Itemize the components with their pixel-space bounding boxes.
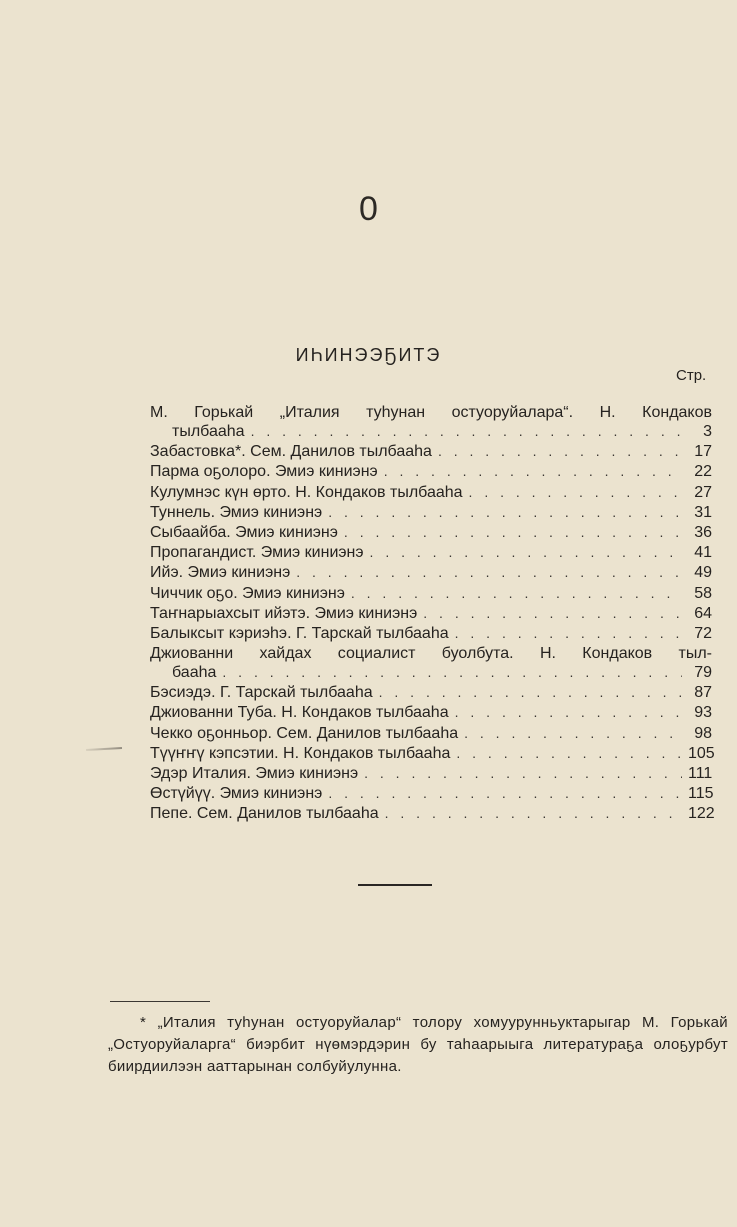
toc-entry-page: 58 (694, 584, 712, 602)
toc-entry-page: 31 (694, 503, 712, 521)
dot-leader (370, 543, 682, 562)
toc-entry-title: Балыксыт кэриэһэ. Г. Тарскай тылбааһа (150, 624, 449, 642)
toc-entry-title: Бэсиэдэ. Г. Тарскай тылбааһа (150, 684, 373, 702)
toc-entry-page: 27 (694, 483, 712, 501)
toc-entry-page: 87 (694, 684, 712, 702)
toc-entry (150, 703, 712, 722)
dot-leader (351, 584, 682, 603)
toc-entry-page: 115 (688, 785, 714, 803)
toc-entry (150, 563, 712, 582)
dot-leader (344, 523, 682, 542)
toc-entry-title: Түүҥҥү кэпсэтии. Н. Кондаков тылбааһа (150, 744, 451, 762)
dot-leader (438, 442, 682, 461)
dot-leader (364, 764, 682, 783)
toc-entry-page: 93 (694, 704, 712, 722)
footnote (108, 1012, 728, 1078)
toc-entry-page: 36 (694, 523, 712, 541)
toc-entry-gorky-italy-tales (150, 403, 712, 441)
toc-entry (150, 442, 712, 461)
toc-entry (150, 764, 712, 783)
dot-leader (296, 563, 682, 582)
dot-leader (222, 663, 682, 682)
footnote-divider (110, 1001, 210, 1002)
footnote-text: * „Италия туһунан остуоруйалар“ толору хомуурунньуктарыгар М. Горькай „Остуоруйаларга“ биэрбит нүөмэрдэрин бу таһаарыыга литератураҕа олоҕурбут биирдиилээн ааттарынан солбуйулунна. (108, 1014, 728, 1075)
dot-leader (384, 462, 682, 481)
dot-leader (469, 483, 682, 502)
dot-leader (455, 703, 682, 722)
toc-entry (150, 744, 715, 763)
toc-entry (150, 462, 712, 481)
toc-entry (150, 724, 712, 743)
toc-entry-title: Забастовка*. Сем. Данилов тылбааһа (150, 443, 432, 461)
toc-entry-page: 49 (694, 564, 712, 582)
toc-entry (150, 604, 712, 623)
toc-entry (150, 584, 712, 603)
toc-entry-title: Чекко оҕонньор. Сем. Данилов тылбааһа (150, 724, 459, 742)
toc-entry-title: Чиччик оҕо. Эмиэ киниэнэ (150, 584, 345, 602)
toc-entry (150, 523, 712, 542)
page-number: 0 (359, 190, 378, 228)
toc-entry (150, 543, 712, 562)
toc-entry-title: Өстүйүү. Эмиэ киниэнэ (150, 785, 323, 803)
toc-entry-title: тылбааһа (172, 423, 245, 440)
toc-entry-title: Туннель. Эмиэ киниэнэ (150, 503, 323, 521)
toc-entry-title: Сыбаайба. Эмиэ киниэнэ (150, 523, 338, 541)
toc-entry-title-line: М. Горькай „Италия туһунан остуоруйалара“. Н. Кондаков (150, 404, 712, 421)
toc-entry-page: 105 (688, 744, 715, 762)
toc-entry (150, 683, 712, 702)
toc-entry-page: 98 (694, 724, 712, 742)
dot-leader (385, 804, 682, 823)
page-title: ИҺИНЭЭҔИТЭ (295, 345, 442, 365)
toc-entry-title: бааһа (172, 664, 217, 682)
toc-entry-page: 72 (694, 624, 712, 642)
toc-entry-page: 17 (694, 443, 712, 461)
toc-entry (150, 784, 712, 803)
toc-entry (150, 624, 712, 643)
toc-entry-title: Парма оҕолоро. Эмиэ киниэнэ (150, 463, 378, 481)
toc-entry (150, 503, 712, 522)
toc-entry-title: Джиованни Туба. Н. Кондаков тылбааһа (150, 704, 449, 722)
toc-entry (150, 804, 715, 823)
toc-entry-page: 41 (694, 544, 712, 562)
page-column-label: Стр. (676, 367, 707, 384)
dot-leader (455, 624, 682, 643)
toc-entry-title: Таҥнарыахсыт ийэтэ. Эмиэ киниэнэ (150, 604, 418, 622)
dot-leader (456, 744, 682, 763)
toc-entry-title: Пепе. Сем. Данилов тылбааһа (150, 805, 379, 823)
dot-leader (464, 724, 682, 743)
toc-entry-page: 64 (694, 604, 712, 622)
toc-entry-page: 111 (688, 765, 713, 782)
toc-entry-title-line: Джиованни хайдах социалист буолбута. Н. Кондаков тыл- (150, 645, 712, 663)
toc-entry-title: Ийэ. Эмиэ киниэнэ (150, 564, 291, 582)
section-divider (358, 884, 432, 886)
toc-entry-title: Кулумнэс күн өрто. Н. Кондаков тылбааһа (150, 483, 463, 501)
dot-leader (328, 503, 682, 522)
dot-leader (328, 784, 682, 803)
toc-entry-title: Пропагандист. Эмиэ киниэнэ (150, 544, 364, 562)
toc-entry-title: Эдэр Италия. Эмиэ киниэнэ (150, 765, 359, 782)
toc-entry-page: 122 (688, 805, 715, 823)
toc-entry-page: 3 (703, 423, 712, 440)
toc-entry-page: 22 (694, 463, 712, 481)
dot-leader (423, 604, 682, 623)
dot-leader (251, 422, 682, 441)
toc-entry (150, 483, 712, 502)
table-of-contents (150, 403, 715, 825)
toc-entry-page: 79 (694, 664, 712, 682)
toc-entry-giovanni-socialist (150, 644, 712, 682)
dot-leader (379, 683, 682, 702)
ink-smudge (86, 747, 122, 751)
